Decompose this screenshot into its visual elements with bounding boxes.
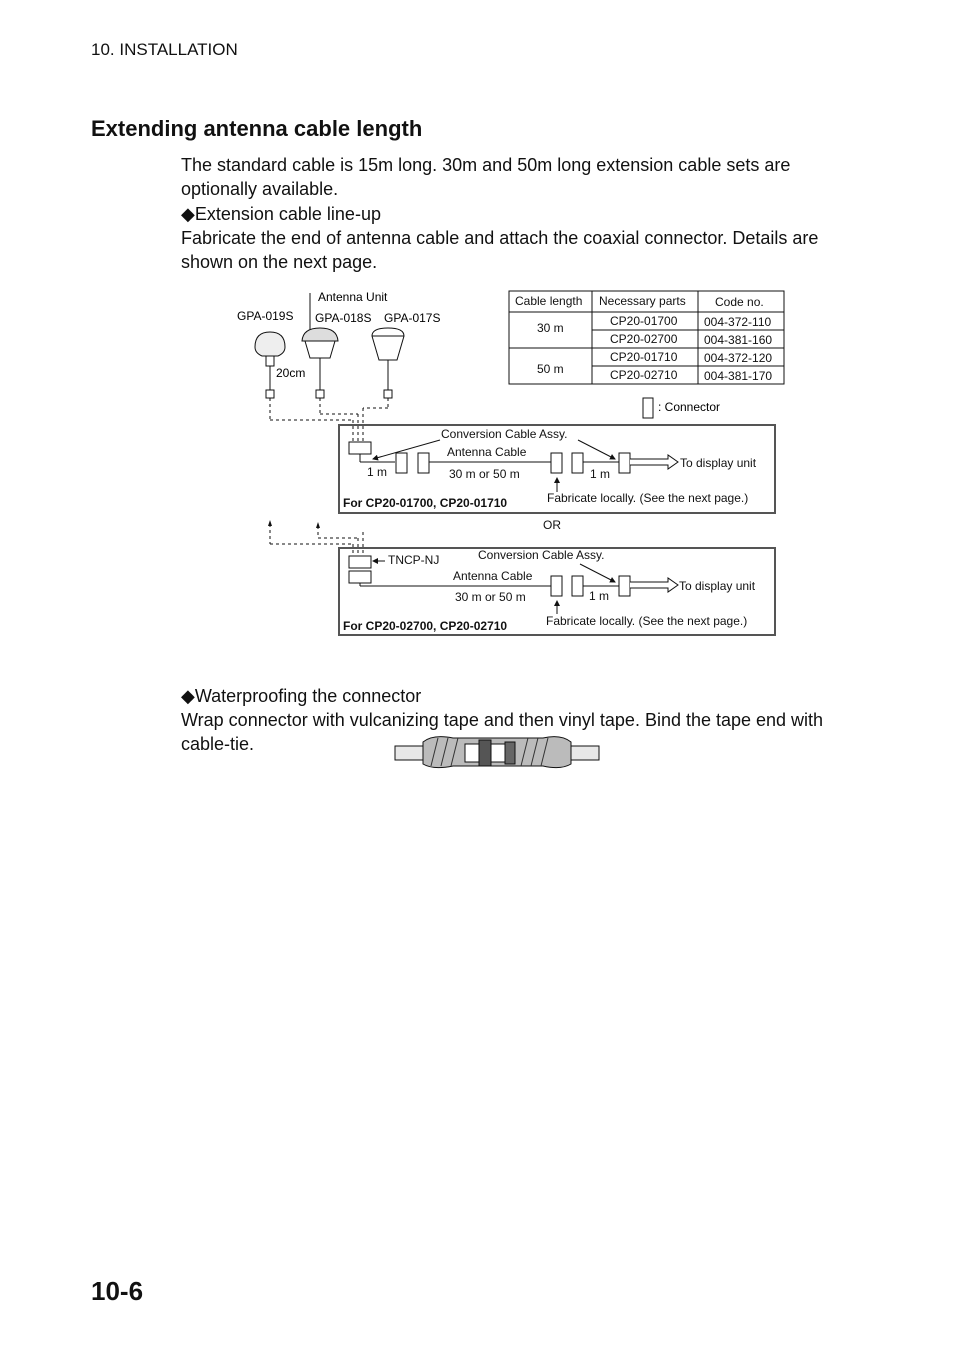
table-cell: 004-381-160 xyxy=(704,333,773,347)
pole-length-label: 20cm xyxy=(276,366,306,380)
box-caption: For CP20-02700, CP20-02710 xyxy=(343,619,508,633)
connector-legend-icon xyxy=(643,398,653,418)
lineup-paragraph: Fabricate the end of antenna cable and attach the coaxial connector. Details are shown on the next page. xyxy=(181,228,819,272)
table-cell: 004-372-110 xyxy=(704,315,772,329)
lineup-heading: ◆Extension cable line-up xyxy=(181,204,381,224)
antenna-cable-label: Antenna Cable xyxy=(447,445,527,459)
table-cell: CP20-02710 xyxy=(610,368,678,382)
antenna-gpa018s-icon xyxy=(302,328,338,398)
table-cell: CP20-01710 xyxy=(610,350,678,364)
antenna-cable-label: Antenna Cable xyxy=(453,569,533,583)
box-caption: For CP20-01700, CP20-01710 xyxy=(343,496,508,510)
display-label: To display unit xyxy=(680,456,757,470)
fabricate-label: Fabricate locally. (See the next page.) xyxy=(547,491,749,505)
table-cell: 004-381-170 xyxy=(704,369,773,383)
antenna-unit-label: Antenna Unit xyxy=(318,290,388,304)
conversion-label: Conversion Cable Assy. xyxy=(478,548,605,562)
fabricate-label: Fabricate locally. (See the next page.) xyxy=(546,614,748,628)
tncp-label: TNCP-NJ xyxy=(388,553,440,567)
length-label: 30 m or 50 m xyxy=(449,467,520,481)
page-number: 10-6 xyxy=(91,1276,144,1306)
table-cell: 004-372-120 xyxy=(704,351,773,365)
table-cell: CP20-02700 xyxy=(610,332,678,346)
table-cell: CP20-01700 xyxy=(610,314,678,328)
taped-connector-illustration xyxy=(393,732,601,772)
table-cell: 50 m xyxy=(537,362,564,376)
waterproof-paragraph: Wrap connector with vulcanizing tape and then vinyl tape. Bind the tape end with cable-tie. xyxy=(181,710,824,754)
left-length-label: 1 m xyxy=(367,465,388,479)
or-label: OR xyxy=(543,518,561,532)
right-length-label: 1 m xyxy=(590,467,611,481)
table-header: Cable length xyxy=(515,294,583,308)
connector-legend-label: : Connector xyxy=(658,400,721,414)
chapter-header: 10. INSTALLATION xyxy=(91,40,238,59)
antenna-gpa017s-icon xyxy=(372,328,404,398)
section-title: Extending antenna cable length xyxy=(91,116,423,141)
waterproof-heading: ◆Waterproofing the connector xyxy=(181,686,422,706)
conversion-label: Conversion Cable Assy. xyxy=(441,427,568,441)
table-header: Code no. xyxy=(715,295,764,309)
antenna-label: GPA-019S xyxy=(237,309,294,323)
antenna-label: GPA-017S xyxy=(384,311,441,325)
antenna-gpa019s-icon xyxy=(255,332,285,398)
length-label: 30 m or 50 m xyxy=(455,590,526,604)
table-cell: 30 m xyxy=(537,321,564,335)
table-header: Necessary parts xyxy=(599,294,686,308)
antenna-label: GPA-018S xyxy=(315,311,372,325)
display-label: To display unit xyxy=(679,579,756,593)
right-length-label: 1 m xyxy=(589,589,610,603)
intro-paragraph: The standard cable is 15m long. 30m and 50m long extension cable sets are optionally available. xyxy=(181,155,791,199)
